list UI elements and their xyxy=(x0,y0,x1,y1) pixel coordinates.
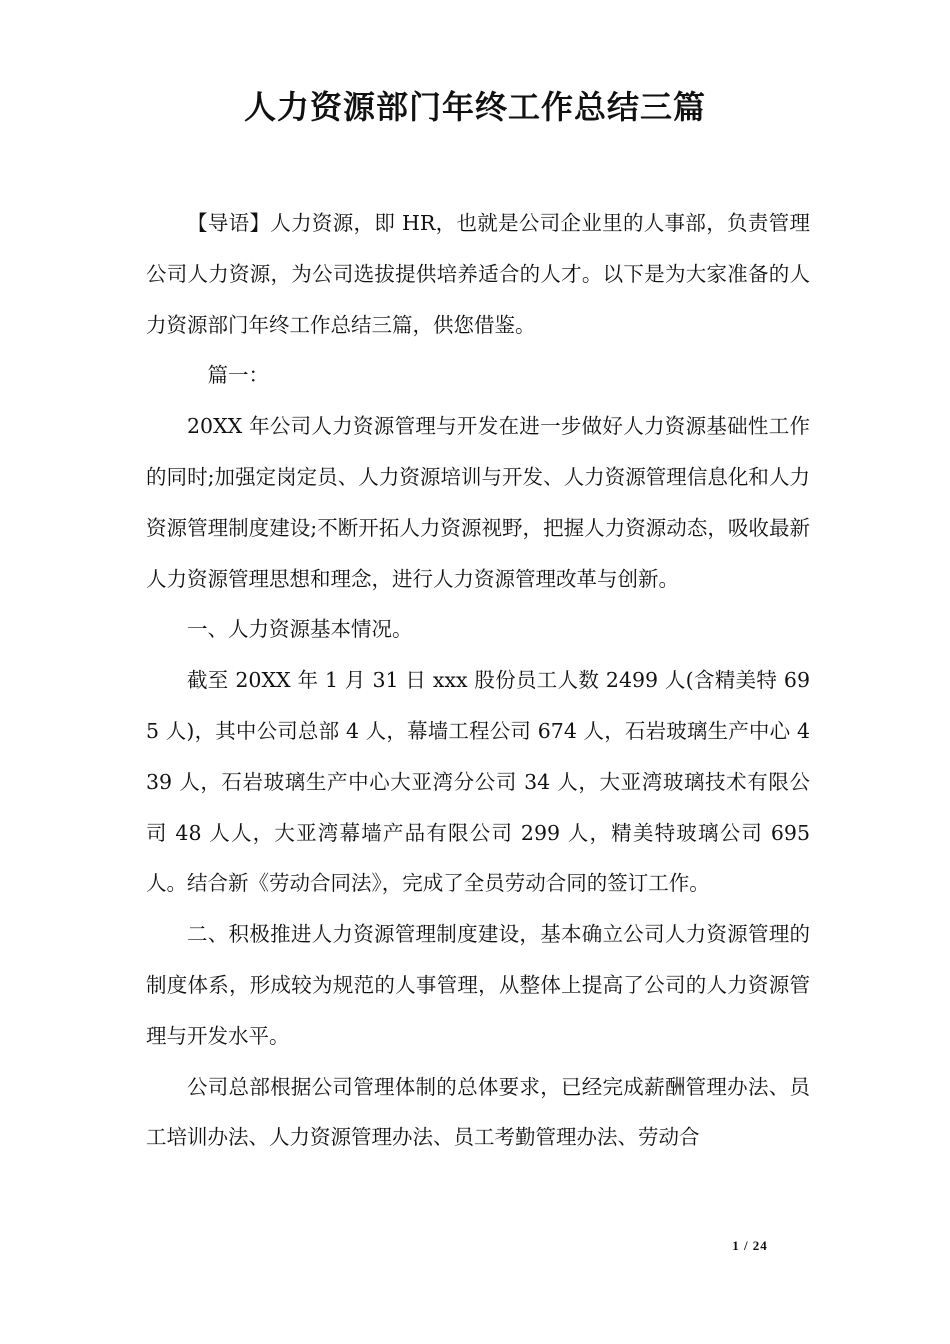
body-paragraph: 截至 20XX 年 1 月 31 日 xxx 股份员工人数 2499 人(含精美特 695 人)，其中公司总部 4 人，幕墙工程公司 674 人，石岩玻璃生产中心 439 人，石岩玻璃生产中心大亚湾分公司 34 人，大亚湾玻璃技术有限公司 48 人人，大亚湾幕墙产品有限公司 299 人，精美特玻璃公司 695 人。结合新《劳动合同法》，完成了全员劳动合同的签订工作。 xyxy=(146,668,810,896)
page-number: 1 / 24 xyxy=(732,1238,768,1253)
body-paragraph: 20XX 年公司人力资源管理与开发在进一步做好人力资源基础性工作的同时;加强定岗定员、人力资源培训与开发、人力资源管理信息化和人力资源管理制度建设;不断开拓人力资源视野，把握人力资源动态，吸收最新人力资源管理思想和理念，进行人力资源管理改革与创新。 xyxy=(146,414,810,591)
document-body xyxy=(146,198,810,1163)
intro-paragraph: 【导语】人力资源，即 HR，也就是公司企业里的人事部，负责管理公司人力资源，为公司选拔提供培养适合的人才。以下是为大家准备的人力资源部门年终工作总结三篇，供您借鉴。 xyxy=(146,211,810,337)
document-title: 人力资源部门年终工作总结三篇 xyxy=(243,88,706,126)
section-heading-basic-situation: 一、人力资源基本情况。 xyxy=(187,617,413,642)
body-paragraph: 公司总部根据公司管理体制的总体要求，已经完成薪酬管理办法、员工培训办法、人力资源管理办法、员工考勤管理办法、劳动合 xyxy=(146,1074,810,1150)
section-heading-part-one: 篇一： xyxy=(207,363,269,388)
section-heading-system-building: 二、积极推进人力资源管理制度建设，基本确立公司人力资源管理的制度体系，形成较为规范的人事管理，从整体上提高了公司的人力资源管理与开发水平。 xyxy=(146,922,810,1048)
